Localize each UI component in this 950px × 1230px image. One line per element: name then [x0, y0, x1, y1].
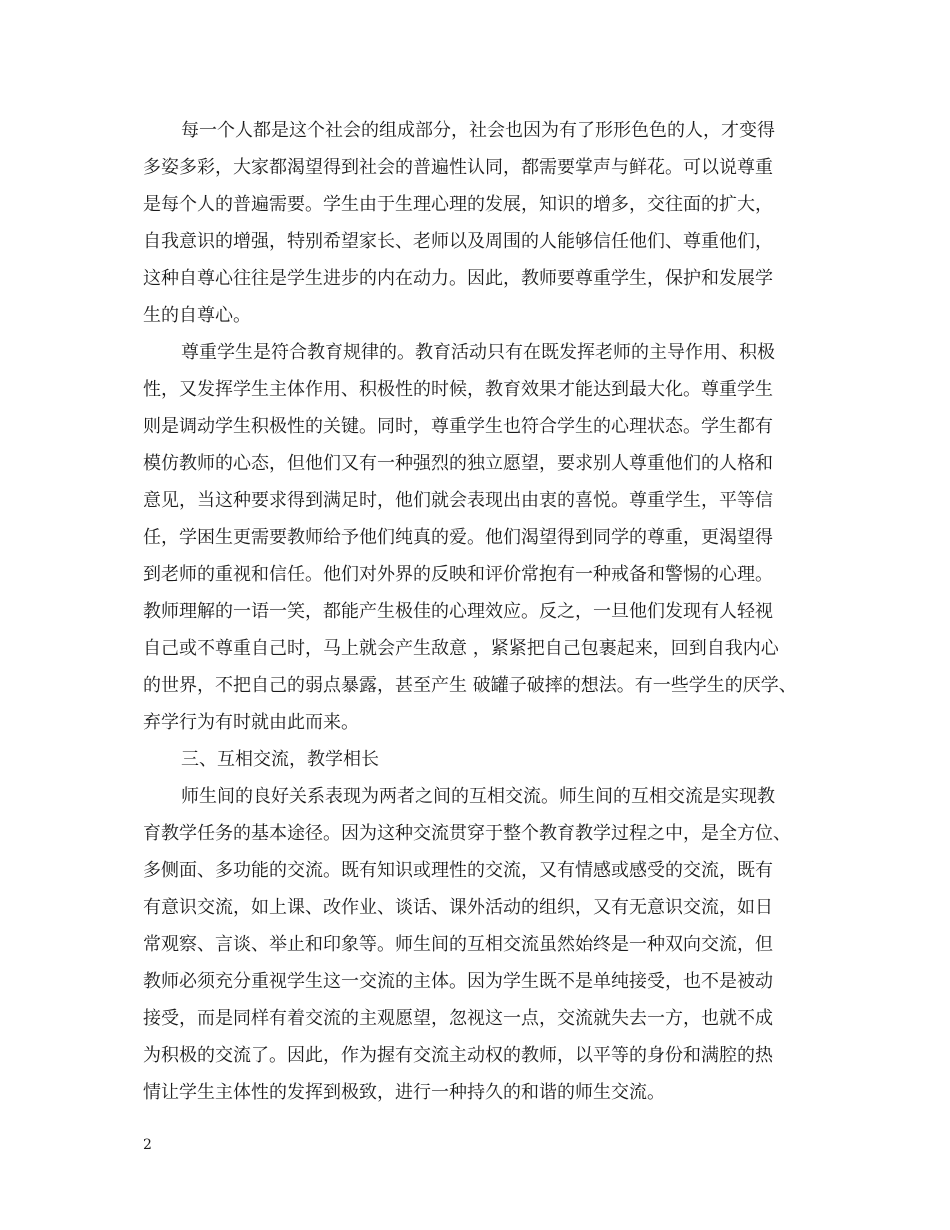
paragraph-line: 这种自尊心往往是学生进步的内在动力。因此，教师要尊重学生，保护和发展学	[143, 268, 773, 289]
paragraph-line: 性，又发挥学生主体作用、积极性的时候，教育效果才能达到最大化。尊重学生	[143, 379, 773, 400]
paragraph-line: 教师必须充分重视学生这一交流的主体。因为学生既不是单纯接受，也不是被动	[143, 971, 773, 992]
paragraph-line: 弃学行为有时就由此而来。	[143, 712, 359, 733]
paragraph-line: 则是调动学生积极性的关键。同时，尊重学生也符合学生的心理状态。学生都有	[143, 416, 773, 437]
page-number: 2	[143, 1137, 152, 1153]
paragraph-line: 师生间的良好关系表现为两者之间的互相交流。师生间的互相交流是实现教	[181, 786, 775, 807]
paragraph-line: 为积极的交流了。因此，作为握有交流主动权的教师，以平等的身份和满腔的热	[143, 1045, 773, 1066]
paragraph-line: 情让学生主体性的发挥到极致，进行一种持久的和谐的师生交流。	[143, 1082, 665, 1103]
paragraph-line: 教师理解的一语一笑，都能产生极佳的心理效应。反之，一旦他们发现有人轻视	[143, 601, 773, 622]
paragraph-line: 到老师的重视和信任。他们对外界的反映和评价常抱有一种戒备和警惕的心理。	[143, 564, 773, 585]
paragraph-line: 多侧面、多功能的交流。既有知识或理性的交流，又有情感或感受的交流，既有	[143, 860, 773, 881]
paragraph-line: 任，学困生更需要教师给予他们纯真的爱。他们渴望得到同学的尊重，更渴望得	[143, 527, 773, 548]
paragraph-line: 接受，而是同样有着交流的主观愿望，忽视这一点，交流就失去一方，也就不成	[143, 1008, 773, 1029]
paragraph-line: 常观察、言谈、举止和印象等。师生间的互相交流虽然始终是一种双向交流，但	[143, 934, 773, 955]
paragraph-line: 每一个人都是这个社会的组成部分，社会也因为有了形形色色的人，才变得	[181, 120, 775, 141]
paragraph-line: 的世界，不把自己的弱点暴露，甚至产生 破罐子破摔的想法。有一些学生的厌学、	[143, 675, 797, 696]
paragraph-line: 自我意识的增强，特别希望家长、老师以及周围的人能够信任他们、尊重他们，	[143, 231, 773, 252]
paragraph-line: 多姿多彩，大家都渴望得到社会的普遍性认同，都需要掌声与鲜花。可以说尊重	[143, 157, 773, 178]
paragraph-line: 育教学任务的基本途径。因为这种交流贯穿于整个教育教学过程之中，是全方位、	[143, 823, 791, 844]
paragraph-line: 意见，当这种要求得到满足时，他们就会表现出由衷的喜悦。尊重学生，平等信	[143, 490, 773, 511]
paragraph-line: 尊重学生是符合教育规律的。教育活动只有在既发挥老师的主导作用、积极	[181, 342, 775, 363]
paragraph-line: 自己或不尊重自己时，马上就会产生敌意 ，紧紧把自己包裹起来，回到自我内心	[143, 638, 779, 659]
paragraph-line: 有意识交流，如上课、改作业、谈话、课外活动的组织，又有无意识交流，如日	[143, 897, 773, 918]
section-heading: 三、互相交流，教学相长	[181, 749, 379, 770]
paragraph-line: 是每个人的普遍需要。学生由于生理心理的发展，知识的增多，交往面的扩大，	[143, 194, 773, 215]
paragraph-line: 生的自尊心。	[143, 305, 251, 326]
paragraph-line: 模仿教师的心态，但他们又有一种强烈的独立愿望，要求别人尊重他们的人格和	[143, 453, 773, 474]
